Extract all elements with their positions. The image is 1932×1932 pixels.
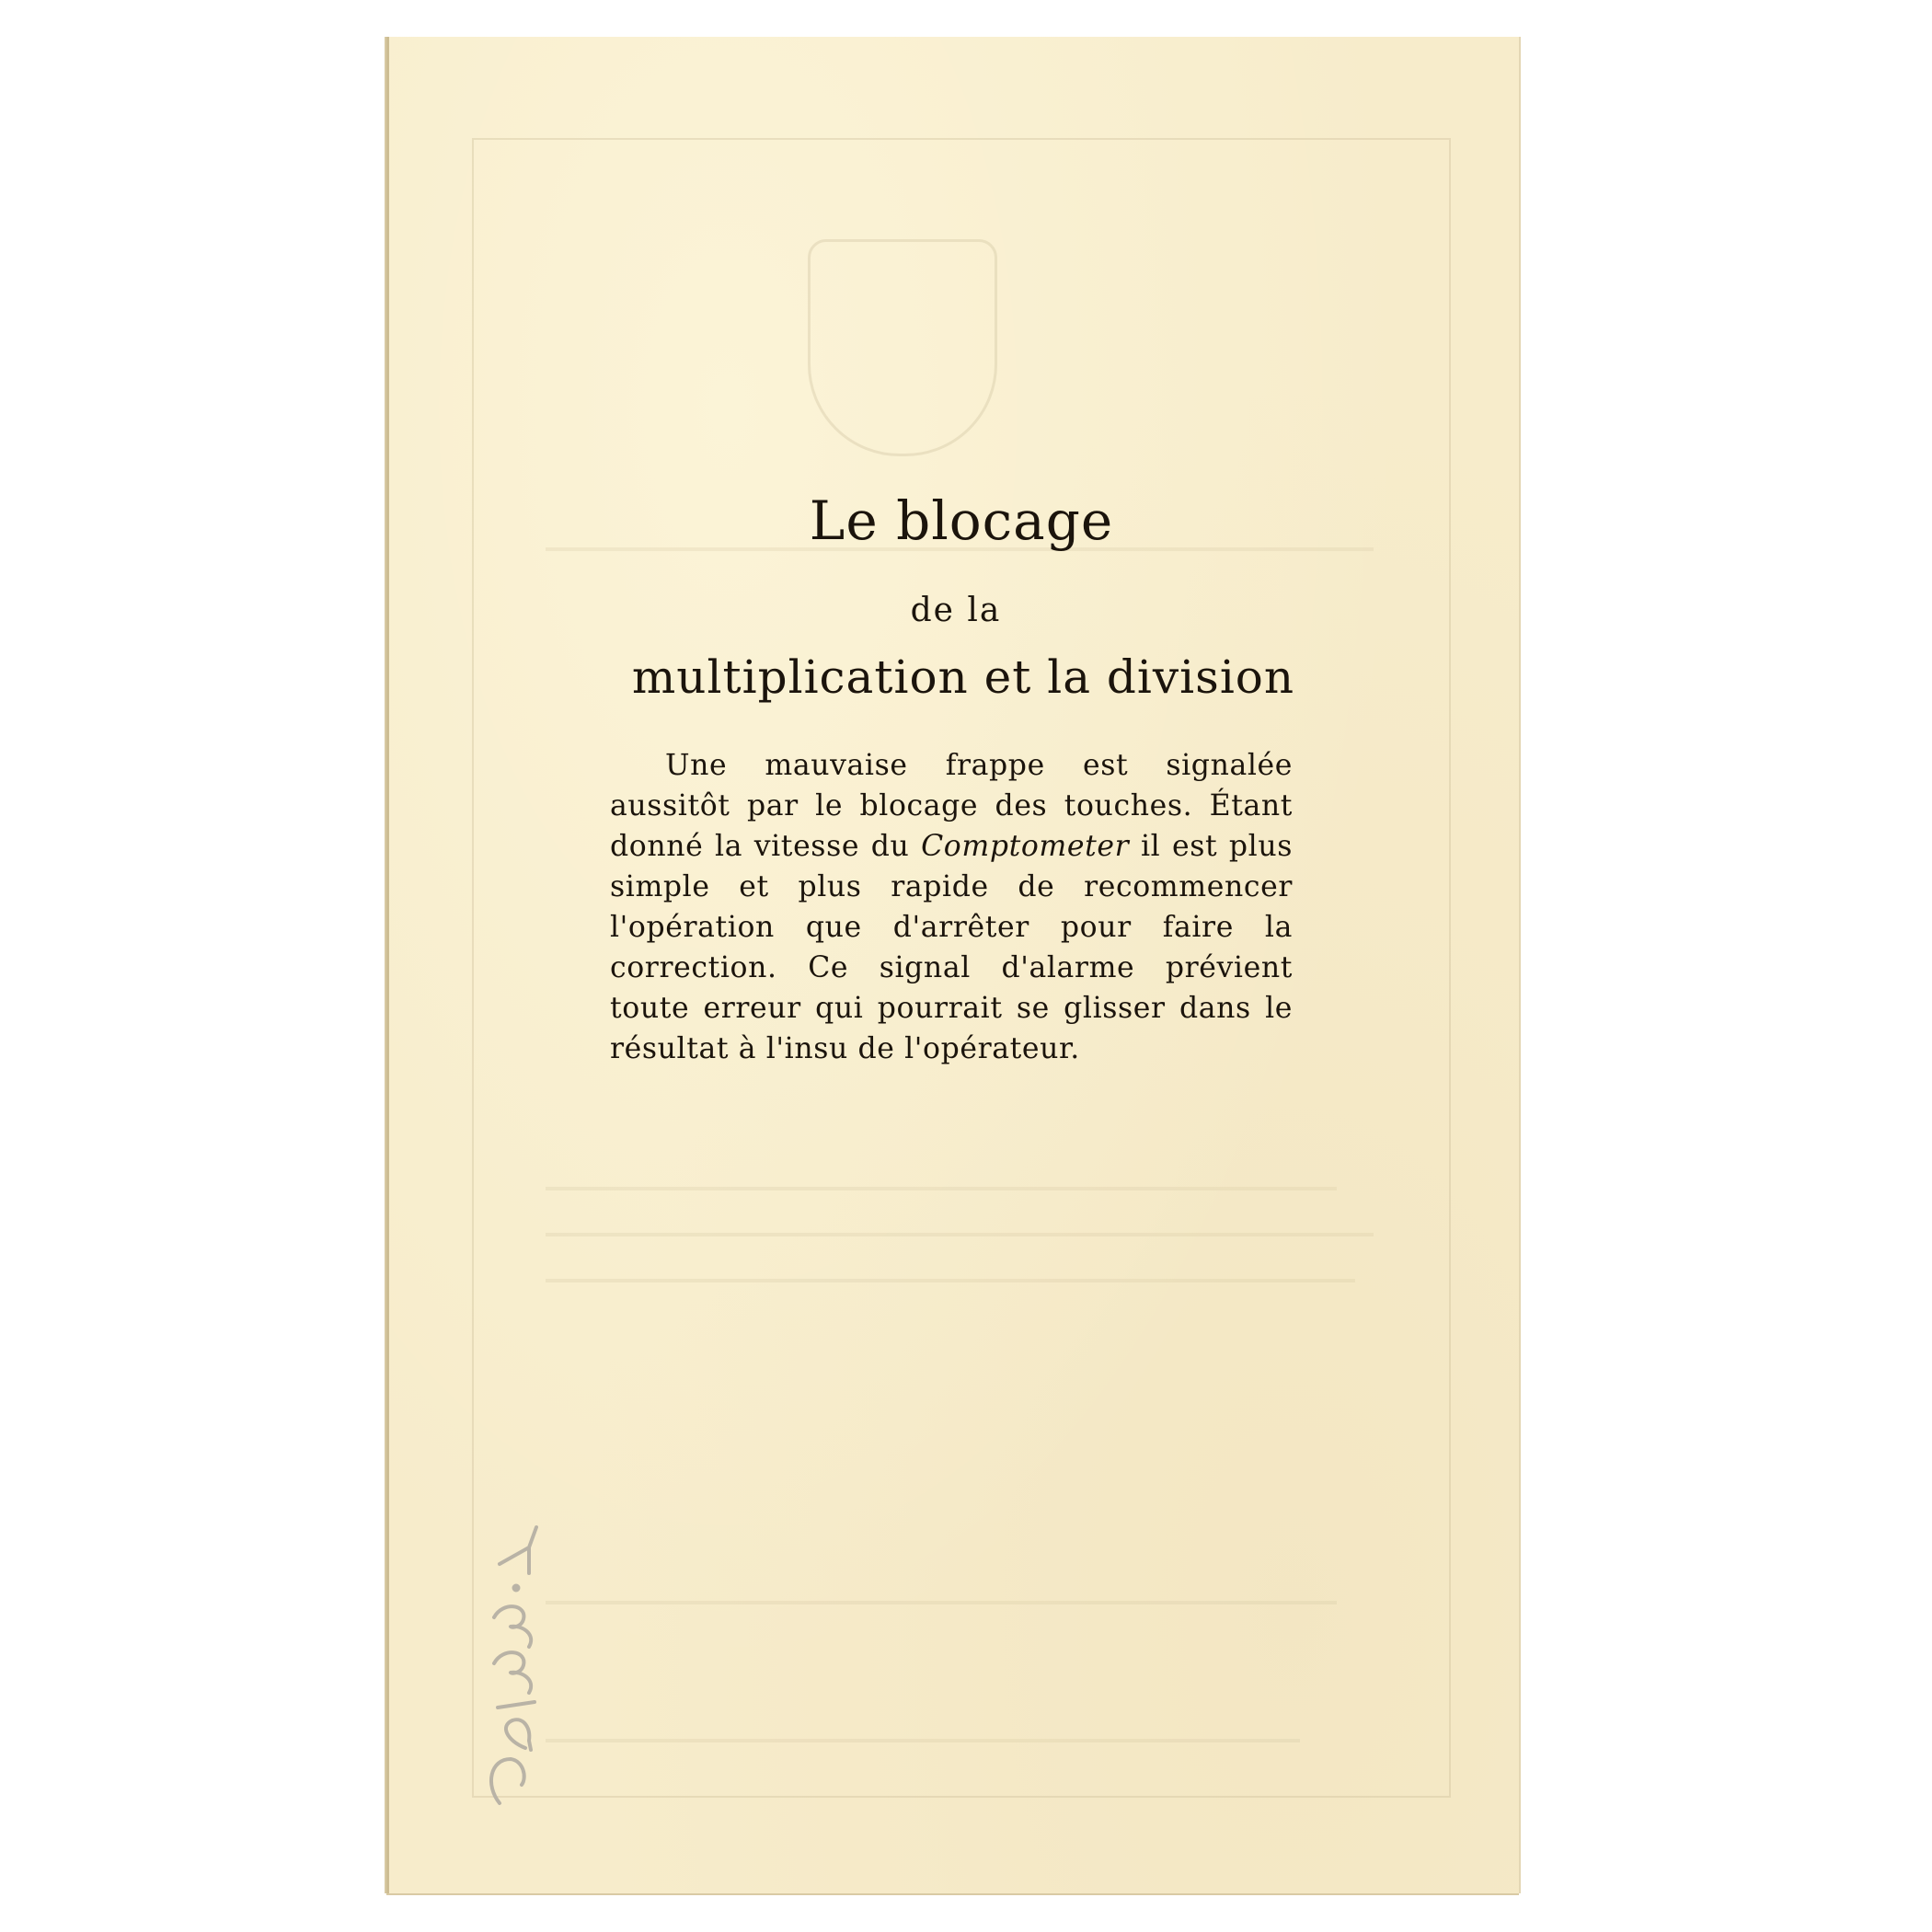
handwritten-pencil-note bbox=[481, 1509, 546, 1812]
show-through-emblem bbox=[808, 239, 997, 456]
show-through-line bbox=[546, 1739, 1300, 1742]
document-card bbox=[386, 37, 1519, 1893]
document-subtitle: multiplication et la division bbox=[631, 650, 1295, 704]
show-through-line bbox=[546, 1279, 1355, 1282]
show-through-line bbox=[546, 1187, 1337, 1190]
show-through-line bbox=[546, 1233, 1374, 1236]
body-paragraph bbox=[610, 745, 1293, 1069]
document-title-connector: de la bbox=[910, 592, 1002, 629]
show-through-line bbox=[546, 1601, 1337, 1604]
document-title: Le blocage bbox=[809, 489, 1114, 552]
product-name: Comptometer bbox=[921, 830, 1130, 863]
paragraph-text-end: il est plus simple et plus rapide de recommencer l'opération que d'arrêter pour faire la correction. Ce signal d'alarme prévient toute erreur qui pourrait se glisser dans le résultat à l'insu de l'opérateur. bbox=[610, 830, 1293, 1065]
paragraph-text-start: Une mauvaise frappe est signalée aussitôt par le blocage des touches. Étant donné la vitesse du bbox=[610, 749, 1293, 863]
